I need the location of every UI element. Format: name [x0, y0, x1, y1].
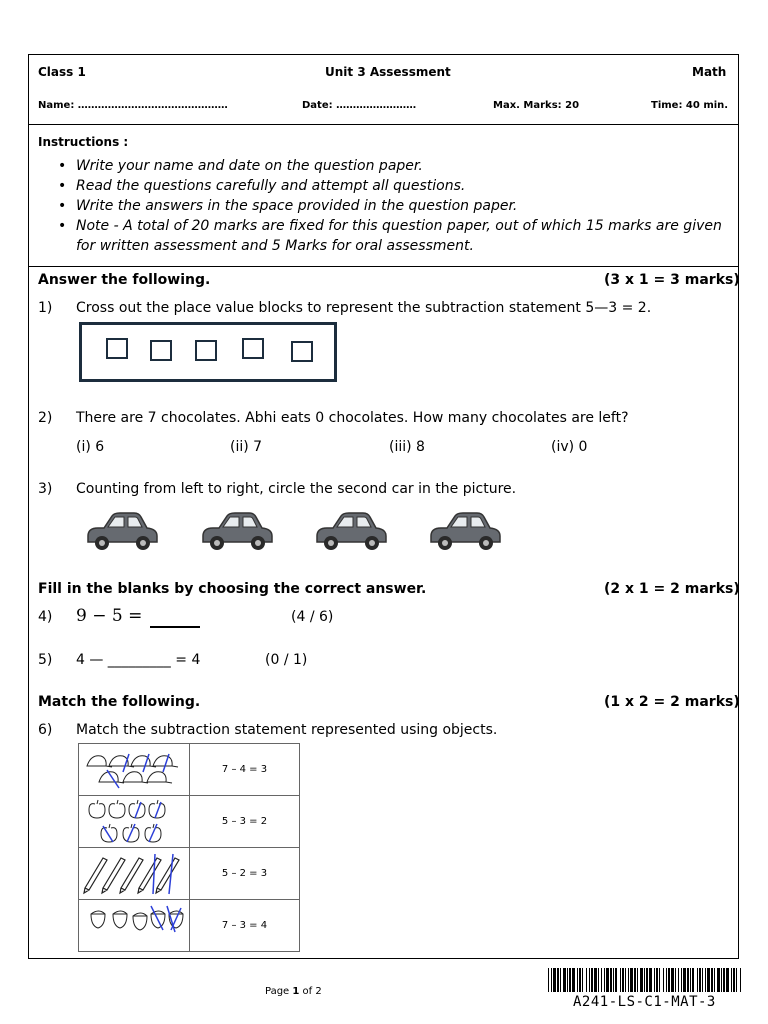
place-value-blocks	[79, 322, 337, 382]
assessment-title: Unit 3 Assessment	[325, 65, 451, 79]
acorns-icon	[79, 900, 189, 948]
table-row	[79, 744, 300, 796]
place-value-block[interactable]	[195, 340, 217, 361]
class-label: Class 1	[38, 65, 86, 79]
page-indicator	[265, 986, 322, 997]
question-number: 3)	[38, 481, 53, 497]
instruction-item: • Note - A total of 20 marks are fixed for this question paper, out of which 15 marks are given for written assessment and 5 Marks for oral assessment.	[58, 216, 730, 256]
barcode-icon	[548, 968, 742, 992]
instruction-item: • Write your name and date on the question paper.	[58, 156, 730, 176]
place-value-block[interactable]	[106, 338, 128, 359]
option-iv[interactable]: (iv) 0	[551, 439, 588, 455]
option-i[interactable]: (i) 6	[76, 439, 105, 455]
question-1-text: Cross out the place value blocks to represent the subtraction statement 5—3 = 2.	[76, 300, 652, 316]
car-icon[interactable]	[199, 508, 275, 552]
answer-blank[interactable]	[150, 626, 200, 628]
question-4-choices: (4 / 6)	[291, 609, 334, 625]
car-icon[interactable]	[84, 508, 160, 552]
question-number: 1)	[38, 300, 53, 316]
match-table	[78, 743, 300, 952]
instruction-item: • Read the questions carefully and attempt all questions.	[58, 176, 730, 196]
document-code: A241-LS-C1-MAT-3	[573, 994, 716, 1010]
question-number: 6)	[38, 722, 53, 738]
section-title-answer: Answer the following.	[38, 272, 211, 288]
table-row	[79, 796, 300, 848]
statement-cell[interactable]: 7 – 3 = 4	[190, 900, 300, 952]
name-field[interactable]: Name: ………………………………………	[38, 100, 228, 111]
apples-icon	[79, 796, 189, 844]
option-ii[interactable]: (ii) 7	[230, 439, 263, 455]
question-number: 4)	[38, 609, 53, 625]
place-value-block[interactable]	[150, 340, 172, 361]
object-cell[interactable]	[79, 796, 190, 848]
place-value-block[interactable]	[291, 341, 313, 362]
page-total: of 2	[299, 986, 322, 997]
section-title-fill-blanks: Fill in the blanks by choosing the correct answer.	[38, 581, 427, 597]
question-6-text: Match the subtraction statement represented using objects.	[76, 722, 498, 738]
option-iii[interactable]: (iii) 8	[389, 439, 425, 455]
instruction-item: • Write the answers in the space provided in the question paper.	[58, 196, 730, 216]
section-marks-answer: (3 x 1 = 3 marks)	[604, 272, 740, 288]
question-number: 5)	[38, 652, 53, 668]
table-row	[79, 900, 300, 952]
object-cell[interactable]	[79, 848, 190, 900]
statement-cell[interactable]: 5 – 3 = 2	[190, 796, 300, 848]
section-marks-fill-blanks: (2 x 1 = 2 marks)	[604, 581, 740, 597]
section-title-match: Match the following.	[38, 694, 201, 710]
object-cell[interactable]	[79, 744, 190, 796]
pencils-icon	[79, 848, 189, 896]
time-limit: Time: 40 min.	[651, 100, 729, 111]
instructions-title: Instructions :	[38, 135, 129, 149]
section-marks-match: (1 x 2 = 2 marks)	[604, 694, 740, 710]
car-icon[interactable]	[313, 508, 389, 552]
object-cell[interactable]	[79, 900, 190, 952]
place-value-block[interactable]	[242, 338, 264, 359]
table-row	[79, 848, 300, 900]
question-2-text: There are 7 chocolates. Abhi eats 0 chocolates. How many chocolates are left?	[76, 410, 629, 426]
question-4-expression: 9 − 5 =	[76, 606, 143, 626]
date-field[interactable]: Date: ……………………	[302, 100, 417, 111]
statement-cell[interactable]: 7 – 4 = 3	[190, 744, 300, 796]
instructions-list	[58, 156, 730, 256]
page-prefix: Page	[265, 986, 293, 997]
question-3-text: Counting from left to right, circle the second car in the picture.	[76, 481, 517, 497]
question-number: 2)	[38, 410, 53, 426]
max-marks: Max. Marks: 20	[493, 100, 580, 111]
question-5-choices: (0 / 1)	[265, 652, 308, 668]
statement-cell[interactable]: 5 – 2 = 3	[190, 848, 300, 900]
car-icon[interactable]	[427, 508, 503, 552]
caps-icon	[79, 744, 189, 792]
subject-label: Math	[692, 65, 727, 79]
question-5-expression[interactable]: 4 — _________ = 4	[76, 652, 201, 668]
page-number: 1	[292, 986, 300, 997]
